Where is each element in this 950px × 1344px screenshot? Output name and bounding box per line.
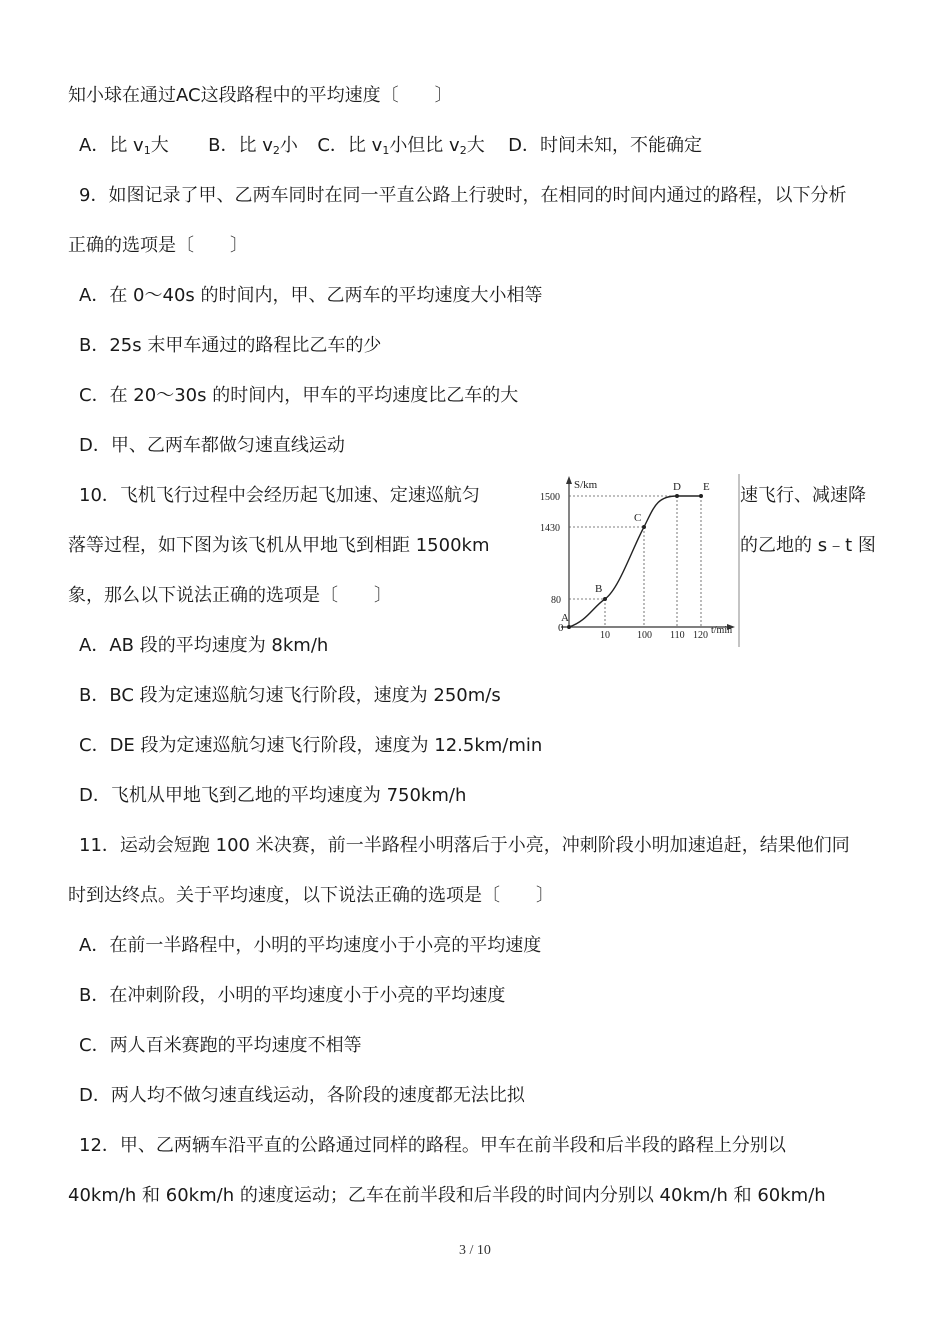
q9-stem-line2: 正确的选项是〔 〕 <box>68 235 248 256</box>
page-number: 3 / 10 <box>459 1243 491 1258</box>
q10-option-d: D．飞机从甲地飞到乙地的平均速度为 750km/h <box>79 785 467 806</box>
x-tick-110: 110 <box>670 630 685 641</box>
q8-option-c: C．比 $v_1$小但比 $v_2$大 <box>317 135 485 157</box>
point-d-label: D <box>673 481 681 493</box>
q9-option-b: B．25s 末甲车通过的路程比乙车的少 <box>79 335 382 356</box>
q10-option-b: B．BC 段为定速巡航匀速飞行阶段，速度为 250m/s <box>79 685 501 706</box>
y-axis-label: S/km <box>574 479 598 491</box>
q8-option-a: A．比 $v_1$大 <box>79 135 169 157</box>
point-d-dot <box>675 494 679 498</box>
x-tick-120: 120 <box>693 630 708 641</box>
x-tick-10: 10 <box>600 630 610 641</box>
point-c-label: C <box>634 512 642 524</box>
q10-option-c: C．DE 段为定速巡航匀速飞行阶段，速度为 12.5km/min <box>79 735 543 756</box>
q8-option-d: D．时间未知，不能确定 <box>508 135 703 156</box>
q11-stem-line2: 时到达终点。关于平均速度，以下说法正确的选项是〔 〕 <box>68 885 554 906</box>
y-axis-arrow <box>566 476 572 484</box>
q10-option-a: A．AB 段的平均速度为 8km/h <box>79 635 329 656</box>
point-e-dot <box>699 494 703 498</box>
q9-option-c: C．在 20～30s 的时间内，甲车的平均速度比乙车的大 <box>79 385 519 406</box>
q11-option-d: D．两人均不做匀速直线运动，各阶段的速度都无法比拟 <box>79 1085 525 1106</box>
point-a-label: A <box>561 612 569 624</box>
origin-label: 0 <box>558 622 564 634</box>
y-tick-1430: 1430 <box>540 523 560 534</box>
q12-stem-line1: 12．甲、乙两辆车沿平直的公路通过同样的路程。甲车在前半段和后半段的路程上分别以 <box>79 1135 786 1156</box>
q9-option-a: A．在 0～40s 的时间内，甲、乙两车的平均速度大小相等 <box>79 285 543 306</box>
point-e <box>699 481 710 498</box>
point-c <box>634 512 646 529</box>
q10-stem-line1-right: 速飞行、减速降 <box>740 485 866 506</box>
point-b-label: B <box>595 583 603 595</box>
q8-stem-tail: 知小球在通过AC这段路程中的平均速度〔 〕 <box>68 85 453 106</box>
y-tick-80: 80 <box>551 595 561 606</box>
x-axis-label: t/min <box>711 625 733 636</box>
x-tick-100: 100 <box>637 630 652 641</box>
q11-stem-line1: 11．运动会短跑 100 米决赛，前一半路程小明落后于小亮，冲刺阶段小明加速追赶，结果他们同 <box>79 835 850 856</box>
point-e-label: E <box>703 481 710 493</box>
q9-option-d: D．甲、乙两车都做匀速直线运动 <box>79 435 345 456</box>
q10-stem-line2-right: 的乙地的 s﹣t 图 <box>740 535 876 556</box>
q11-option-c: C．两人百米赛跑的平均速度不相等 <box>79 1035 362 1056</box>
point-a-dot <box>567 625 571 629</box>
point-b <box>595 583 607 601</box>
q11-option-b: B．在冲刺阶段，小明的平均速度小于小亮的平均速度 <box>79 985 506 1006</box>
q8-option-b: B．比 $v_2$小 <box>208 135 298 157</box>
q10-stem-line2-left: 落等过程，如下图为该飞机从甲地飞到相距 1500km <box>68 535 490 556</box>
q8-options-row <box>79 134 702 163</box>
q11-option-a: A．在前一半路程中，小明的平均速度小于小亮的平均速度 <box>79 935 542 956</box>
st-graph-svg <box>531 472 741 647</box>
q9-stem-line1: 9．如图记录了甲、乙两车同时在同一平直公路上行驶时，在相同的时间内通过的路程，以下分析 <box>79 185 847 206</box>
y-tick-1500: 1500 <box>540 492 560 503</box>
q10-stem-line1-left: 10．飞机飞行过程中会经历起飞加速、定速巡航匀 <box>79 485 480 506</box>
q12-stem-line2: 40km/h 和 60km/h 的速度运动；乙车在前半段和后半段的时间内分别以 40km/h 和 60km/h <box>68 1185 826 1206</box>
point-c-dot <box>642 525 646 529</box>
point-b-dot <box>603 597 607 601</box>
st-graph-figure <box>531 472 741 647</box>
q10-stem-line3: 象，那么以下说法正确的选项是〔 〕 <box>68 585 392 606</box>
